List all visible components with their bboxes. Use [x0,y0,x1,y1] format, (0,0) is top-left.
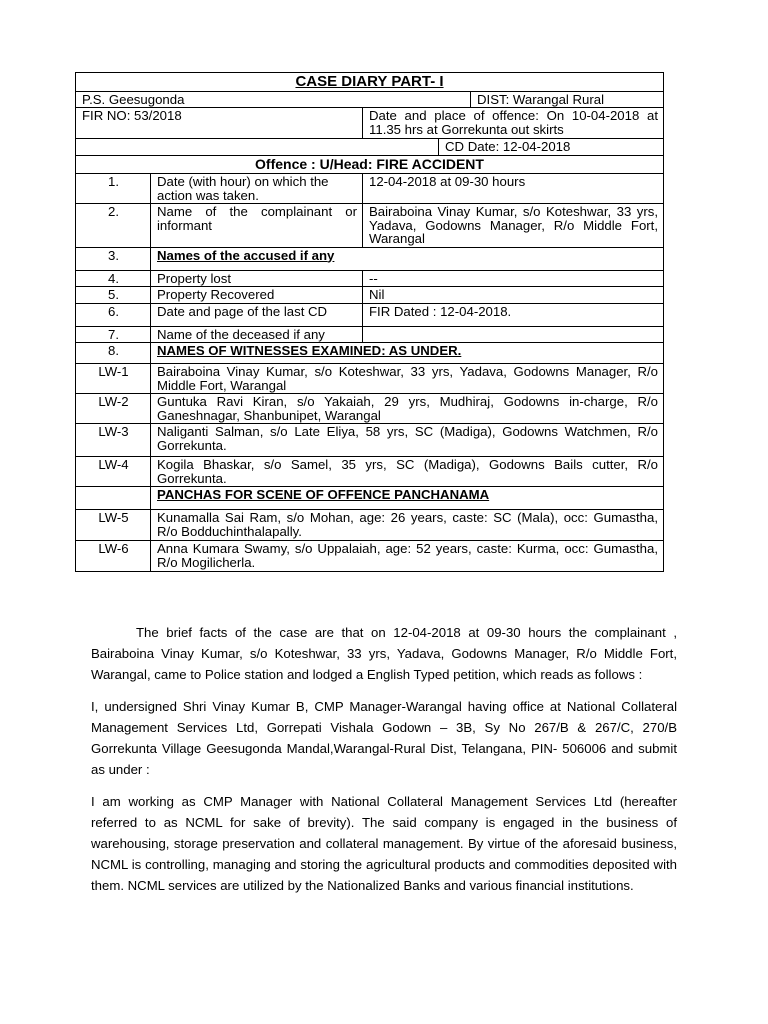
case-diary-title: CASE DIARY PART- I [76,73,664,92]
witnesses-heading: NAMES OF WITNESSES EXAMINED: AS UNDER. [157,343,462,358]
row-value: Bairaboina Vinay Kumar, s/o Koteshwar, 33 yrs, Yadava, Godowns Manager, R/o Middle Fort, Warangal [363,204,664,248]
witness-row [76,394,664,424]
witness-id: LW-5 [76,510,151,541]
row-label: Date (with hour) on which the action was taken. [151,174,363,204]
cd-date-blank [76,139,439,156]
row-number: 4. [76,270,151,287]
row-number: 7. [76,326,151,343]
row-value: FIR Dated : 12-04-2018. [363,303,664,326]
fir-number: FIR NO: 53/2018 [76,108,363,139]
fir-row [76,108,664,139]
offence-row [76,155,664,174]
row-number: 1. [76,174,151,204]
cd-date: CD Date: 12-04-2018 [439,139,664,156]
complainant-intro-paragraph: I, undersigned Shri Vinay Kumar B, CMP Manager-Warangal having office at National Collateral Management Services Ltd, Gorrepati Vishala Godown – 3B, Sy No 267/B & 267/C, 270/B Gorrekunta Village Geesugonda Mandal,Warangal-Rural Dist, Telangana, PIN- 506006 and submit as under : [91,699,677,777]
row-label: Date and page of the last CD [151,303,363,326]
witness-id: LW-3 [76,424,151,457]
row-label: Name of the deceased if any [151,326,363,343]
panchas-heading-cell [151,487,664,510]
case-diary-table [75,72,664,572]
row-value: -- [363,270,664,287]
panchas-heading: PANCHAS FOR SCENE OF OFFENCE PANCHANAMA [157,487,490,502]
table-row [76,204,664,248]
row-number: 5. [76,287,151,304]
witness-details: Naliganti Salman, s/o Late Eliya, 58 yrs, SC (Madiga), Godowns Watchmen, R/o Gorrekunta. [151,424,664,457]
witness-details: Bairaboina Vinay Kumar, s/o Koteshwar, 33 yrs, Yadava, Godowns Manager, R/o Middle Fort, Warangal [151,364,664,394]
witness-details: Anna Kumara Swamy, s/o Uppalaiah, age: 52 years, caste: Kurma, occ: Gumastha, R/o Mogilicherla. [151,541,664,572]
table-row [76,174,664,204]
witness-id: LW-2 [76,394,151,424]
row-label: Property Recovered [151,287,363,304]
witness-id: LW-1 [76,364,151,394]
table-row [76,303,664,326]
witness-row [76,457,664,487]
row-number: 3. [76,247,151,270]
table-row [76,343,664,364]
witness-row [76,424,664,457]
witness-row [76,364,664,394]
offence-date-place: Date and place of offence: On 10-04-2018 at 11.35 hrs at Gorrekunta out skirts [363,108,664,139]
offence-head: Offence : U/Head: FIRE ACCIDENT [76,155,664,174]
row-label: Property lost [151,270,363,287]
row-value: Nil [363,287,664,304]
row-number: 6. [76,303,151,326]
cd-date-row [76,139,664,156]
row-value: 12-04-2018 at 09-30 hours [363,174,664,204]
table-row [76,326,664,343]
case-diary [75,72,663,572]
row-label [151,343,664,364]
witness-id: LW-4 [76,457,151,487]
accused-heading: Names of the accused if any [157,247,335,263]
case-narrative [91,622,677,907]
witness-id: LW-6 [76,541,151,572]
title-row [76,73,664,92]
witness-row [76,541,664,572]
row-label: Name of the complainant or informant [151,204,363,248]
row-value [363,326,664,343]
brief-facts-paragraph: The brief facts of the case are that on 12-04-2018 at 09-30 hours the complainant , Bairaboina Vinay Kumar, s/o Koteshwar, 33 yrs, Yadava, Godowns Manager, R/o Middle Fort, Warangal, came to Police station and lodged a English Typed petition, which reads as follows : [91,625,677,682]
witness-details: Guntuka Ravi Kiran, s/o Yakaiah, 29 yrs, Mudhiraj, Godowns in-charge, R/o Ganeshnagar, Shanbunipet, Warangal [151,394,664,424]
table-row [76,287,664,304]
district: DIST: Warangal Rural [471,91,664,108]
panchas-heading-row [76,487,664,510]
row-label [151,247,664,270]
witness-row [76,510,664,541]
row-number: 2. [76,204,151,248]
row-number: 8. [76,343,151,364]
company-description-paragraph: I am working as CMP Manager with National Collateral Management Services Ltd (hereafter referred to as NCML for sake of brevity). The said company is engaged in the business of warehousing, storage preservation and collateral management. By virtue of the aforesaid business, NCML is controlling, managing and storing the agricultural products and commodities deposited with them. NCML services are utilized by the Nationalized Banks and various financial institutions. [91,794,677,893]
police-station: P.S. Geesugonda [76,91,471,108]
panchas-heading-blank [76,487,151,510]
witness-details: Kogila Bhaskar, s/o Samel, 35 yrs, SC (Madiga), Godowns Bails cutter, R/o Gorrekunta. [151,457,664,487]
table-row [76,270,664,287]
station-row [76,91,664,108]
table-row [76,247,664,270]
witness-details: Kunamalla Sai Ram, s/o Mohan, age: 26 years, caste: SC (Mala), occ: Gumastha, R/o Bodduchinthalapally. [151,510,664,541]
